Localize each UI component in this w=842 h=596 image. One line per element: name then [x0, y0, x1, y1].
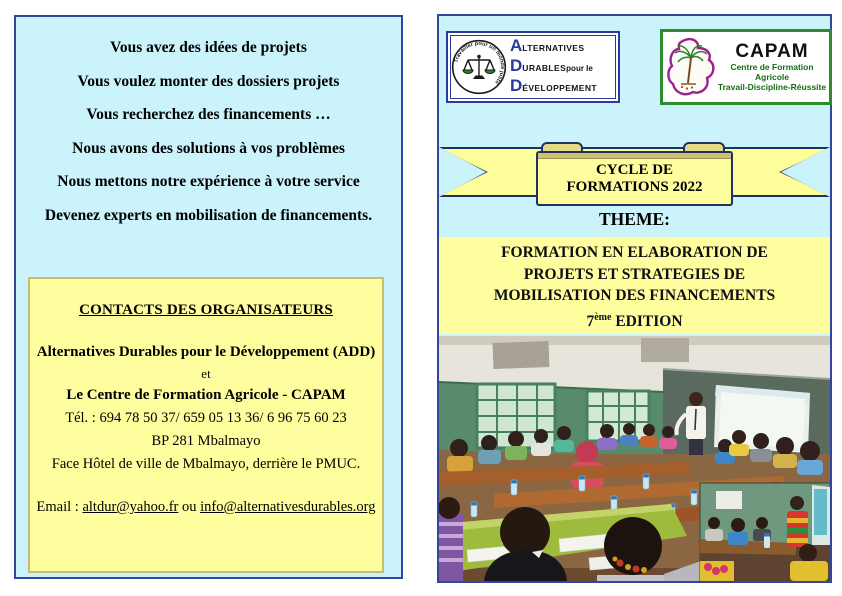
intro-line: Nous mettons notre expérience à votre service	[57, 173, 360, 190]
contacts-heading: CONTACTS DES ORGANISATEURS	[79, 302, 333, 318]
add-logo	[446, 31, 620, 103]
email-link-altdur[interactable]: altdur@yahoo.fr	[82, 499, 179, 515]
intro-line: Vous recherchez des financements …	[86, 106, 331, 123]
po-box-line: BP 281 Mbalmayo	[151, 433, 261, 449]
capam-logo-text	[717, 42, 827, 92]
banner-scroll	[536, 151, 733, 206]
conjunction: et	[201, 366, 211, 381]
wall-vent	[641, 338, 689, 362]
capam-tagline: Travail-Discipline-Réussite	[717, 82, 827, 92]
intro-line: Vous avez des idées de projets	[110, 39, 307, 56]
banner-line: CYCLE DE	[595, 162, 674, 178]
edition-number: 7	[586, 312, 595, 330]
capam-logo	[660, 29, 832, 105]
scales-of-justice-icon	[451, 39, 507, 95]
intro-lines	[16, 17, 401, 232]
window	[587, 391, 649, 441]
intro-line: Nous avons des solutions à vos problèmes	[72, 139, 345, 157]
theme-line: FORMATION EN ELABORATION DE	[501, 244, 768, 261]
organizer-capam: Le Centre de Formation Agricole - CAPAM	[66, 387, 346, 403]
email-separator: ou	[178, 499, 201, 515]
edition-word: EDITION	[611, 312, 683, 330]
email-line	[30, 499, 382, 516]
add-initial: D	[510, 56, 523, 75]
contacts-box	[28, 277, 384, 573]
organizer-add: Alternatives Durables pour le Développement (ADD)	[36, 344, 376, 360]
capam-tagline: Centre de Formation Agricole	[730, 62, 814, 82]
add-word: pour le	[566, 64, 593, 73]
add-initial: A	[510, 36, 523, 55]
add-word: LTERNATIVES	[522, 43, 585, 53]
phone-line: Tél. : 694 78 50 37/ 659 05 13 36/ 6 96 75 60 23	[65, 410, 347, 426]
wall-vent	[493, 341, 550, 369]
theme-edition-line	[439, 307, 830, 333]
theme-box	[439, 237, 830, 334]
training-photo	[439, 336, 830, 581]
add-initial: D	[510, 76, 523, 95]
add-word: URABLES	[522, 63, 567, 73]
add-logo-text	[510, 37, 597, 97]
banner-text	[538, 153, 731, 196]
address-line: Face Hôtel de ville de Mbalmayo, derrière le PMUC.	[51, 456, 361, 472]
banner-line: FORMATIONS 2022	[566, 179, 703, 195]
add-motto: Travailler pour un monde juste	[453, 40, 506, 85]
capam-name: CAPAM	[735, 41, 809, 62]
theme-label: THEME:	[599, 209, 670, 229]
palm-tree-map-icon	[665, 36, 717, 98]
add-word: ÉVELOPPEMENT	[522, 83, 597, 93]
intro-line: Vous voulez monter des dossiers projets	[77, 72, 340, 90]
inset-photo	[700, 483, 830, 581]
email-label: Email :	[36, 499, 83, 515]
intro-line: Devenez experts en mobilisation de financements.	[44, 206, 373, 224]
theme-line: MOBILISATION DES FINANCEMENTS	[493, 287, 776, 304]
left-panel	[14, 15, 403, 579]
theme-line: PROJETS ET STRATEGIES DE	[523, 265, 746, 283]
right-panel	[437, 14, 832, 583]
edition-sup: ème	[594, 311, 612, 323]
email-link-info[interactable]: info@alternativesdurables.org	[200, 499, 376, 515]
